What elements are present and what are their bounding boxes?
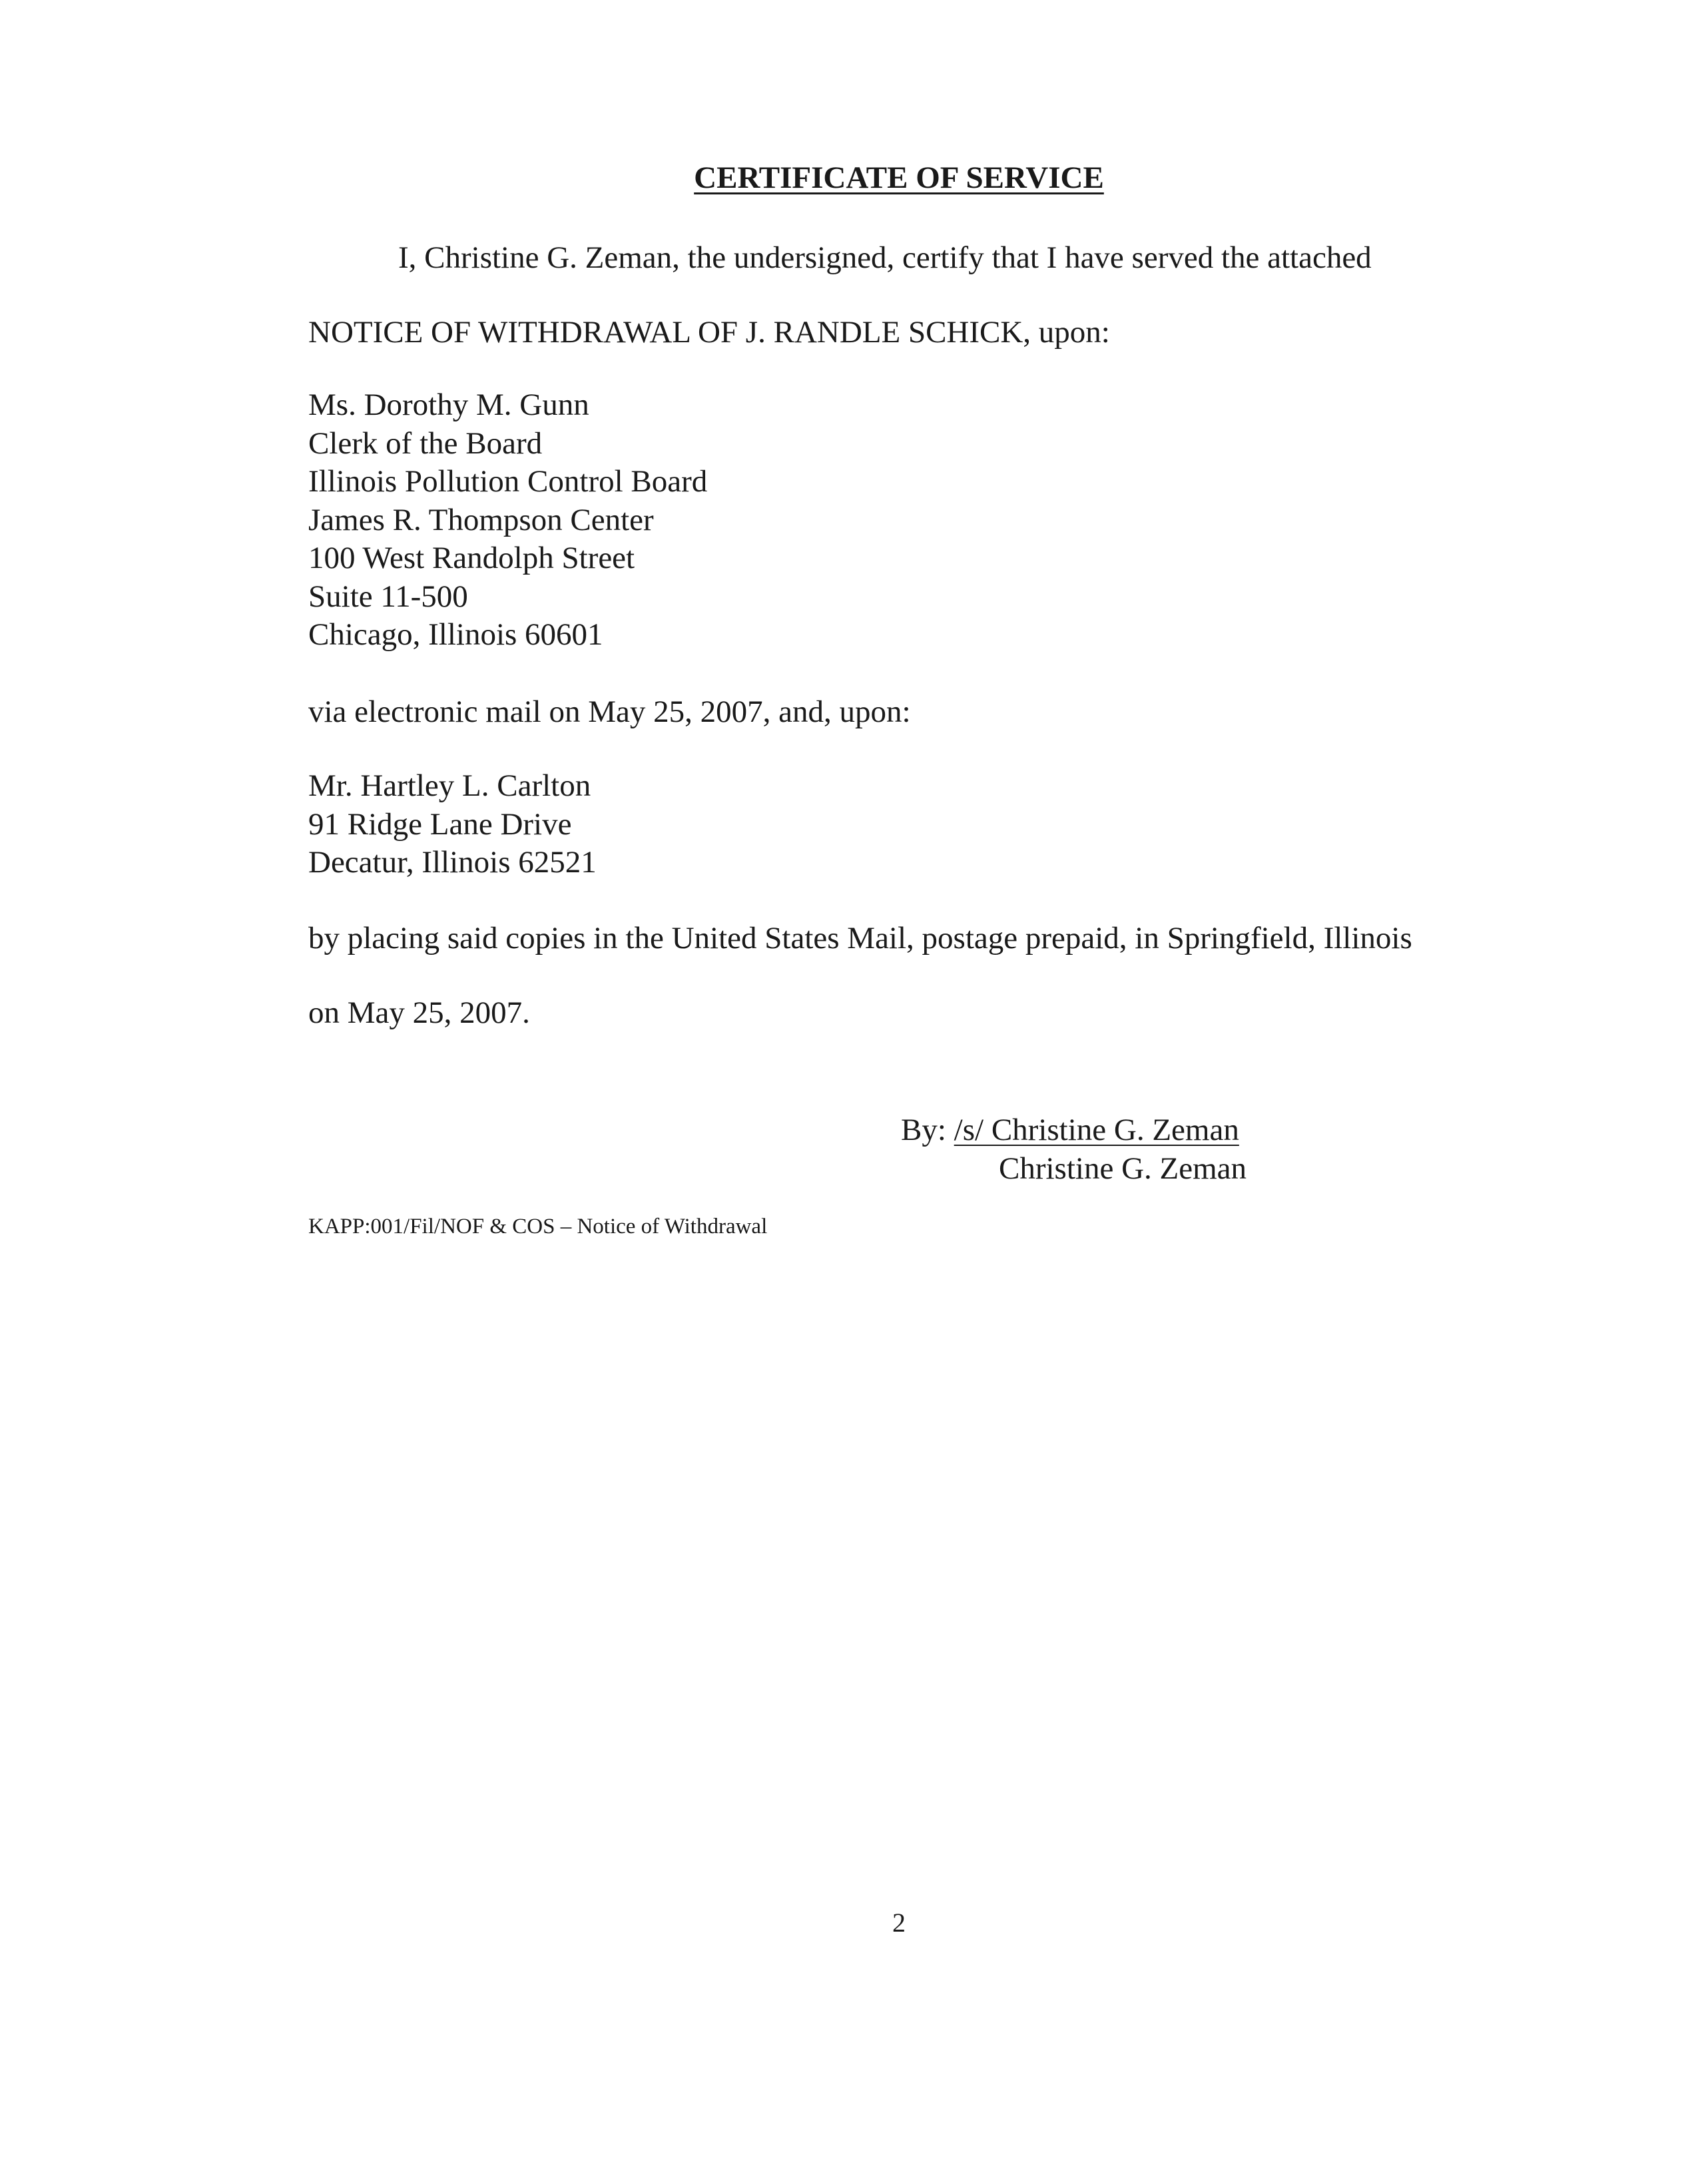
- signature-prefix: By:: [901, 1113, 946, 1147]
- service-method-2-line-2: on May 25, 2007.: [308, 995, 530, 1030]
- footer-reference: KAPP:001/Fil/NOF & COS – Notice of Withdrawal: [308, 1215, 768, 1238]
- intro-paragraph: I, Christine G. Zeman, the undersigned, certify that I have served the attached: [398, 240, 1372, 275]
- page-number: 2: [892, 1908, 906, 1938]
- page-title: CERTIFICATE OF SERVICE: [694, 160, 1104, 195]
- recipient-1-address: [308, 386, 707, 655]
- address-line: Clerk of the Board: [308, 425, 543, 461]
- address-line: Chicago, Illinois 60601: [308, 617, 603, 652]
- address-line: Suite 11-500: [308, 579, 468, 614]
- address-line: Illinois Pollution Control Board: [308, 464, 708, 499]
- signature-line: [901, 1111, 1279, 1149]
- address-line: Mr. Hartley L. Carlton: [308, 768, 591, 803]
- recipient-2-address: [308, 767, 597, 882]
- signature-value: /s/ Christine G. Zeman: [954, 1113, 1239, 1147]
- signature-printed-name: Christine G. Zeman: [999, 1151, 1247, 1186]
- address-line: 91 Ridge Lane Drive: [308, 806, 572, 842]
- address-line: 100 West Randolph Street: [308, 541, 635, 575]
- service-method-2-line-1: by placing said copies in the United States Mail, postage prepaid, in Springfield, Illinois: [308, 921, 1412, 956]
- service-method-1: via electronic mail on May 25, 2007, and, upon:: [308, 694, 911, 729]
- address-line: Decatur, Illinois 62521: [308, 845, 597, 880]
- address-line: Ms. Dorothy M. Gunn: [308, 388, 589, 422]
- document-served-line: NOTICE OF WITHDRAWAL OF J. RANDLE SCHICK, upon:: [308, 315, 1110, 350]
- address-line: James R. Thompson Center: [308, 502, 654, 537]
